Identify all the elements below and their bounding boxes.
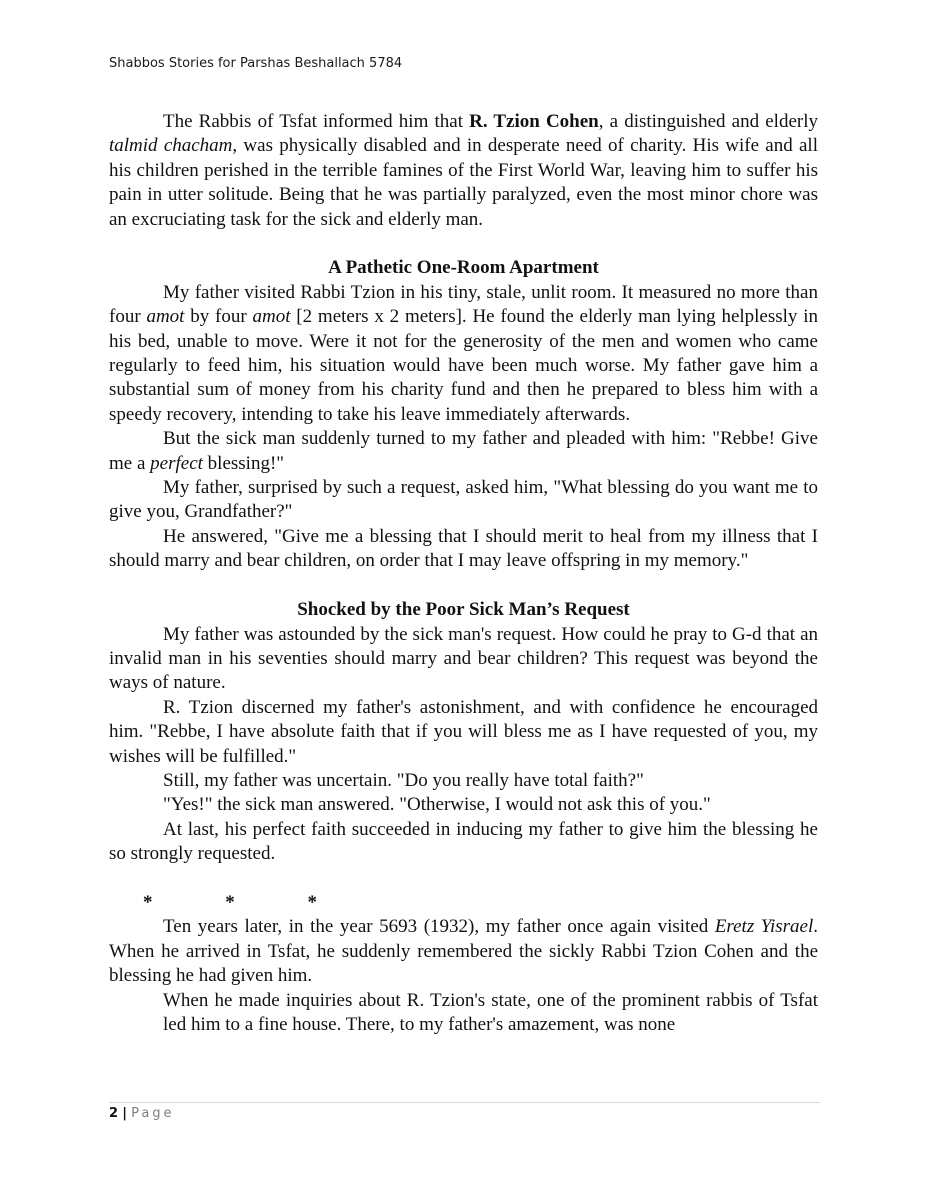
text-run: , was physically disabled and in desperate need of charity. His wife and all his children perished in the terrible famines of the First World War, leaving him to suffer his pain in utter solitude. Being that he was partially paralyzed, even the most minor chore was an excruciating task for the sick and elderly man. <box>109 135 818 230</box>
section-heading-2: Shocked by the Poor Sick Man’s Request <box>297 599 630 621</box>
paragraph-7: R. Tzion discerned my father's astonishment, and with confidence he encouraged him. "Rebbe, I have absolute faith that if you will bless me as I have requested of you, my wishes will be fulfilled." <box>109 696 818 767</box>
text-run: [2 meters x 2 meters]. He found the elderly man lying helplessly in his bed, unable to move. Were it not for the generosity of the men and women who came regularly to feed him, his situation would have been much worse. My father gave him a substantial sum of money from his charity fund and then he prepared to bless him with a speedy recovery, intending to take his leave immediately afterwards. <box>109 306 819 425</box>
running-header: Shabbos Stories for Parshas Beshallach 5784 <box>109 56 403 71</box>
paragraph-11 <box>109 915 818 988</box>
section-separator: * * * <box>143 891 351 913</box>
text-run: by four <box>184 306 253 328</box>
text-run: The Rabbis of Tsfat informed him that <box>163 111 470 132</box>
italic-term: talmid chacham <box>109 135 233 157</box>
paragraph-3 <box>109 427 818 476</box>
text-run: , a distinguished and elderly <box>598 111 818 132</box>
section-heading-1: A Pathetic One-Room Apartment <box>328 257 599 279</box>
body-text <box>109 110 818 1037</box>
text-run: Ten years later, in the year 5693 (1932), my father once again visited <box>163 916 715 938</box>
paragraph-8: Still, my father was uncertain. "Do you really have total faith?" <box>163 769 644 791</box>
footer-separator: | <box>122 1106 127 1121</box>
text-run: . When he arrived in Tsfat, he suddenly remembered the sickly Rabbi Tzion Cohen and the blessing he had given him. <box>109 916 818 987</box>
spacer <box>109 574 818 598</box>
paragraph-5: He answered, "Give me a blessing that I should merit to heal from my illness that I should marry and bear children, on order that I may leave offspring in my memory." <box>109 525 818 572</box>
page-number: 2 <box>109 1106 119 1121</box>
paragraph-1 <box>109 110 818 232</box>
bold-name: R. Tzion Cohen <box>469 111 599 132</box>
spacer <box>109 232 818 256</box>
paragraph-12: When he made inquiries about R. Tzion's state, one of the prominent rabbis of Tsfat led him to a fine house. There, to my father's amazement, was none <box>163 989 818 1035</box>
paragraph-9: "Yes!" the sick man answered. "Otherwise, I would not ask this of you." <box>163 794 711 816</box>
paragraph-10: At last, his perfect faith succeeded in inducing my father to give him the blessing he so strongly requested. <box>109 818 818 865</box>
italic-term: amot <box>252 306 291 328</box>
footer-rule <box>109 1102 820 1103</box>
paragraph-2 <box>109 281 818 427</box>
page-label: Page <box>131 1106 175 1121</box>
paragraph-6: My father was astounded by the sick man's request. How could he pray to G-d that an invalid man in his seventies should marry and bear children? This request was beyond the ways of nature. <box>109 623 818 694</box>
text-run: But the sick man suddenly turned to my father and pleaded with him: "Rebbe! Give me a <box>109 428 818 474</box>
paragraph-4: My father, surprised by such a request, asked him, "What blessing do you want me to give you, Grandfather?" <box>109 477 818 523</box>
spacer <box>109 867 818 891</box>
text-run: My father visited Rabbi Tzion in his tiny, stale, unlit room. It measured no more than four <box>109 281 818 328</box>
italic-term: amot <box>146 306 185 328</box>
page-footer <box>109 1106 175 1121</box>
italic-term: perfect <box>150 452 203 474</box>
text-run: blessing!" <box>202 452 285 474</box>
italic-term: Eretz Yisrael <box>714 916 814 938</box>
